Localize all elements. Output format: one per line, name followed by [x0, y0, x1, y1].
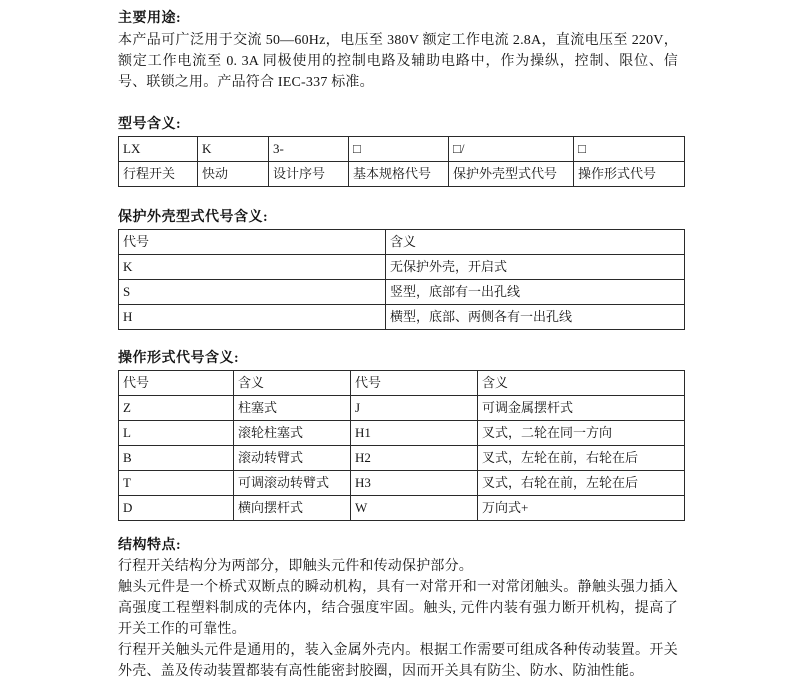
- section-heading-enclosure-codes: 保护外壳型式代号含义:: [118, 210, 269, 225]
- table-cell: 代号: [351, 371, 478, 396]
- table-cell: B: [119, 446, 234, 471]
- table-cell: 可调金属摆杆式: [478, 396, 685, 421]
- table-row: [119, 162, 685, 187]
- table-cell: 竖型，底部有一出孔线: [386, 280, 685, 305]
- table-cell: 含义: [386, 230, 685, 255]
- table-row: [119, 137, 685, 162]
- table-row: [119, 446, 685, 471]
- structure-paragraph: 行程开关结构分为两部分，即触头元件和传动保护部分。: [118, 559, 473, 574]
- section-heading-structure-features: 结构特点:: [118, 538, 182, 553]
- table-row: [119, 255, 685, 280]
- table-cell: 叉式，右轮在前，左轮在后: [478, 471, 685, 496]
- table-cell: 含义: [478, 371, 685, 396]
- table-cell: K: [119, 255, 386, 280]
- section-heading-main-use: 主要用途:: [118, 11, 182, 26]
- table-cell: H1: [351, 421, 478, 446]
- table-cell: 快动: [198, 162, 269, 187]
- table-cell: 代号: [119, 371, 234, 396]
- table-cell: J: [351, 396, 478, 421]
- table-cell: □/: [449, 137, 574, 162]
- table-cell: S: [119, 280, 386, 305]
- table-cell: LX: [119, 137, 198, 162]
- table-cell: 代号: [119, 230, 386, 255]
- table-cell: 基本规格代号: [349, 162, 449, 187]
- document-page: [118, 10, 678, 682]
- table-row: [119, 230, 685, 255]
- table-cell: □: [574, 137, 685, 162]
- table-cell: 设计序号: [269, 162, 349, 187]
- table-cell: W: [351, 496, 478, 521]
- section-heading-operation-codes: 操作形式代号含义:: [118, 351, 240, 366]
- table-cell: 万向式+: [478, 496, 685, 521]
- table-cell: 横向摆杆式: [234, 496, 351, 521]
- table-row: [119, 471, 685, 496]
- table-cell: T: [119, 471, 234, 496]
- table-cell: 操作形式代号: [574, 162, 685, 187]
- table-cell: □: [349, 137, 449, 162]
- main-use-paragraph: 本产品可广泛用于交流 50—60Hz，电压至 380V 额定工作电流 2.8A，直流电压至 220V，额定工作电流至 0. 3A 同极使用的控制电路及辅助电路中，作为操纵，控制、限位、信号、联锁之用。产品符合 IEC-337 标准。: [118, 33, 678, 90]
- table-cell: 行程开关: [119, 162, 198, 187]
- table-cell: 含义: [234, 371, 351, 396]
- table-cell: H2: [351, 446, 478, 471]
- table-cell: H: [119, 305, 386, 330]
- table-cell: 滚动转臂式: [234, 446, 351, 471]
- table-cell: 保护外壳型式代号: [449, 162, 574, 187]
- section-heading-model-meaning: 型号含义:: [118, 117, 182, 132]
- table-cell: 横型，底部、两侧各有一出孔线: [386, 305, 685, 330]
- table-row: [119, 421, 685, 446]
- table-cell: 滚轮柱塞式: [234, 421, 351, 446]
- table-cell: 柱塞式: [234, 396, 351, 421]
- table-cell: L: [119, 421, 234, 446]
- table-row: [119, 280, 685, 305]
- table-cell: 无保护外壳，开启式: [386, 255, 685, 280]
- table-cell: Z: [119, 396, 234, 421]
- table-row: [119, 371, 685, 396]
- table-cell: 3-: [269, 137, 349, 162]
- structure-paragraph: 触头元件是一个桥式双断点的瞬动机构，具有一对常开和一对常闭触头。静触头强力插入高强度工程塑料制成的壳体内，结合强度牢固。触头, 元件内装有强力断开机构，提高了开关工作的可靠性。: [118, 580, 678, 637]
- table-cell: H3: [351, 471, 478, 496]
- table-cell: D: [119, 496, 234, 521]
- table-row: [119, 496, 685, 521]
- table-row: [119, 305, 685, 330]
- table-cell: 叉式，左轮在前，右轮在后: [478, 446, 685, 471]
- operation-code-table: [118, 370, 685, 521]
- table-row: [119, 396, 685, 421]
- table-cell: 叉式，二轮在同一方向: [478, 421, 685, 446]
- table-cell: 可调滚动转臂式: [234, 471, 351, 496]
- enclosure-code-table: [118, 229, 685, 330]
- model-code-table: [118, 136, 685, 187]
- table-cell: K: [198, 137, 269, 162]
- structure-paragraph: 行程开关触头元件是通用的，装入金属外壳内。根据工作需要可组成各种传动装置。开关外壳、盖及传动装置都装有高性能密封胶圈，因而开关具有防尘、防水、防油性能。: [118, 643, 678, 679]
